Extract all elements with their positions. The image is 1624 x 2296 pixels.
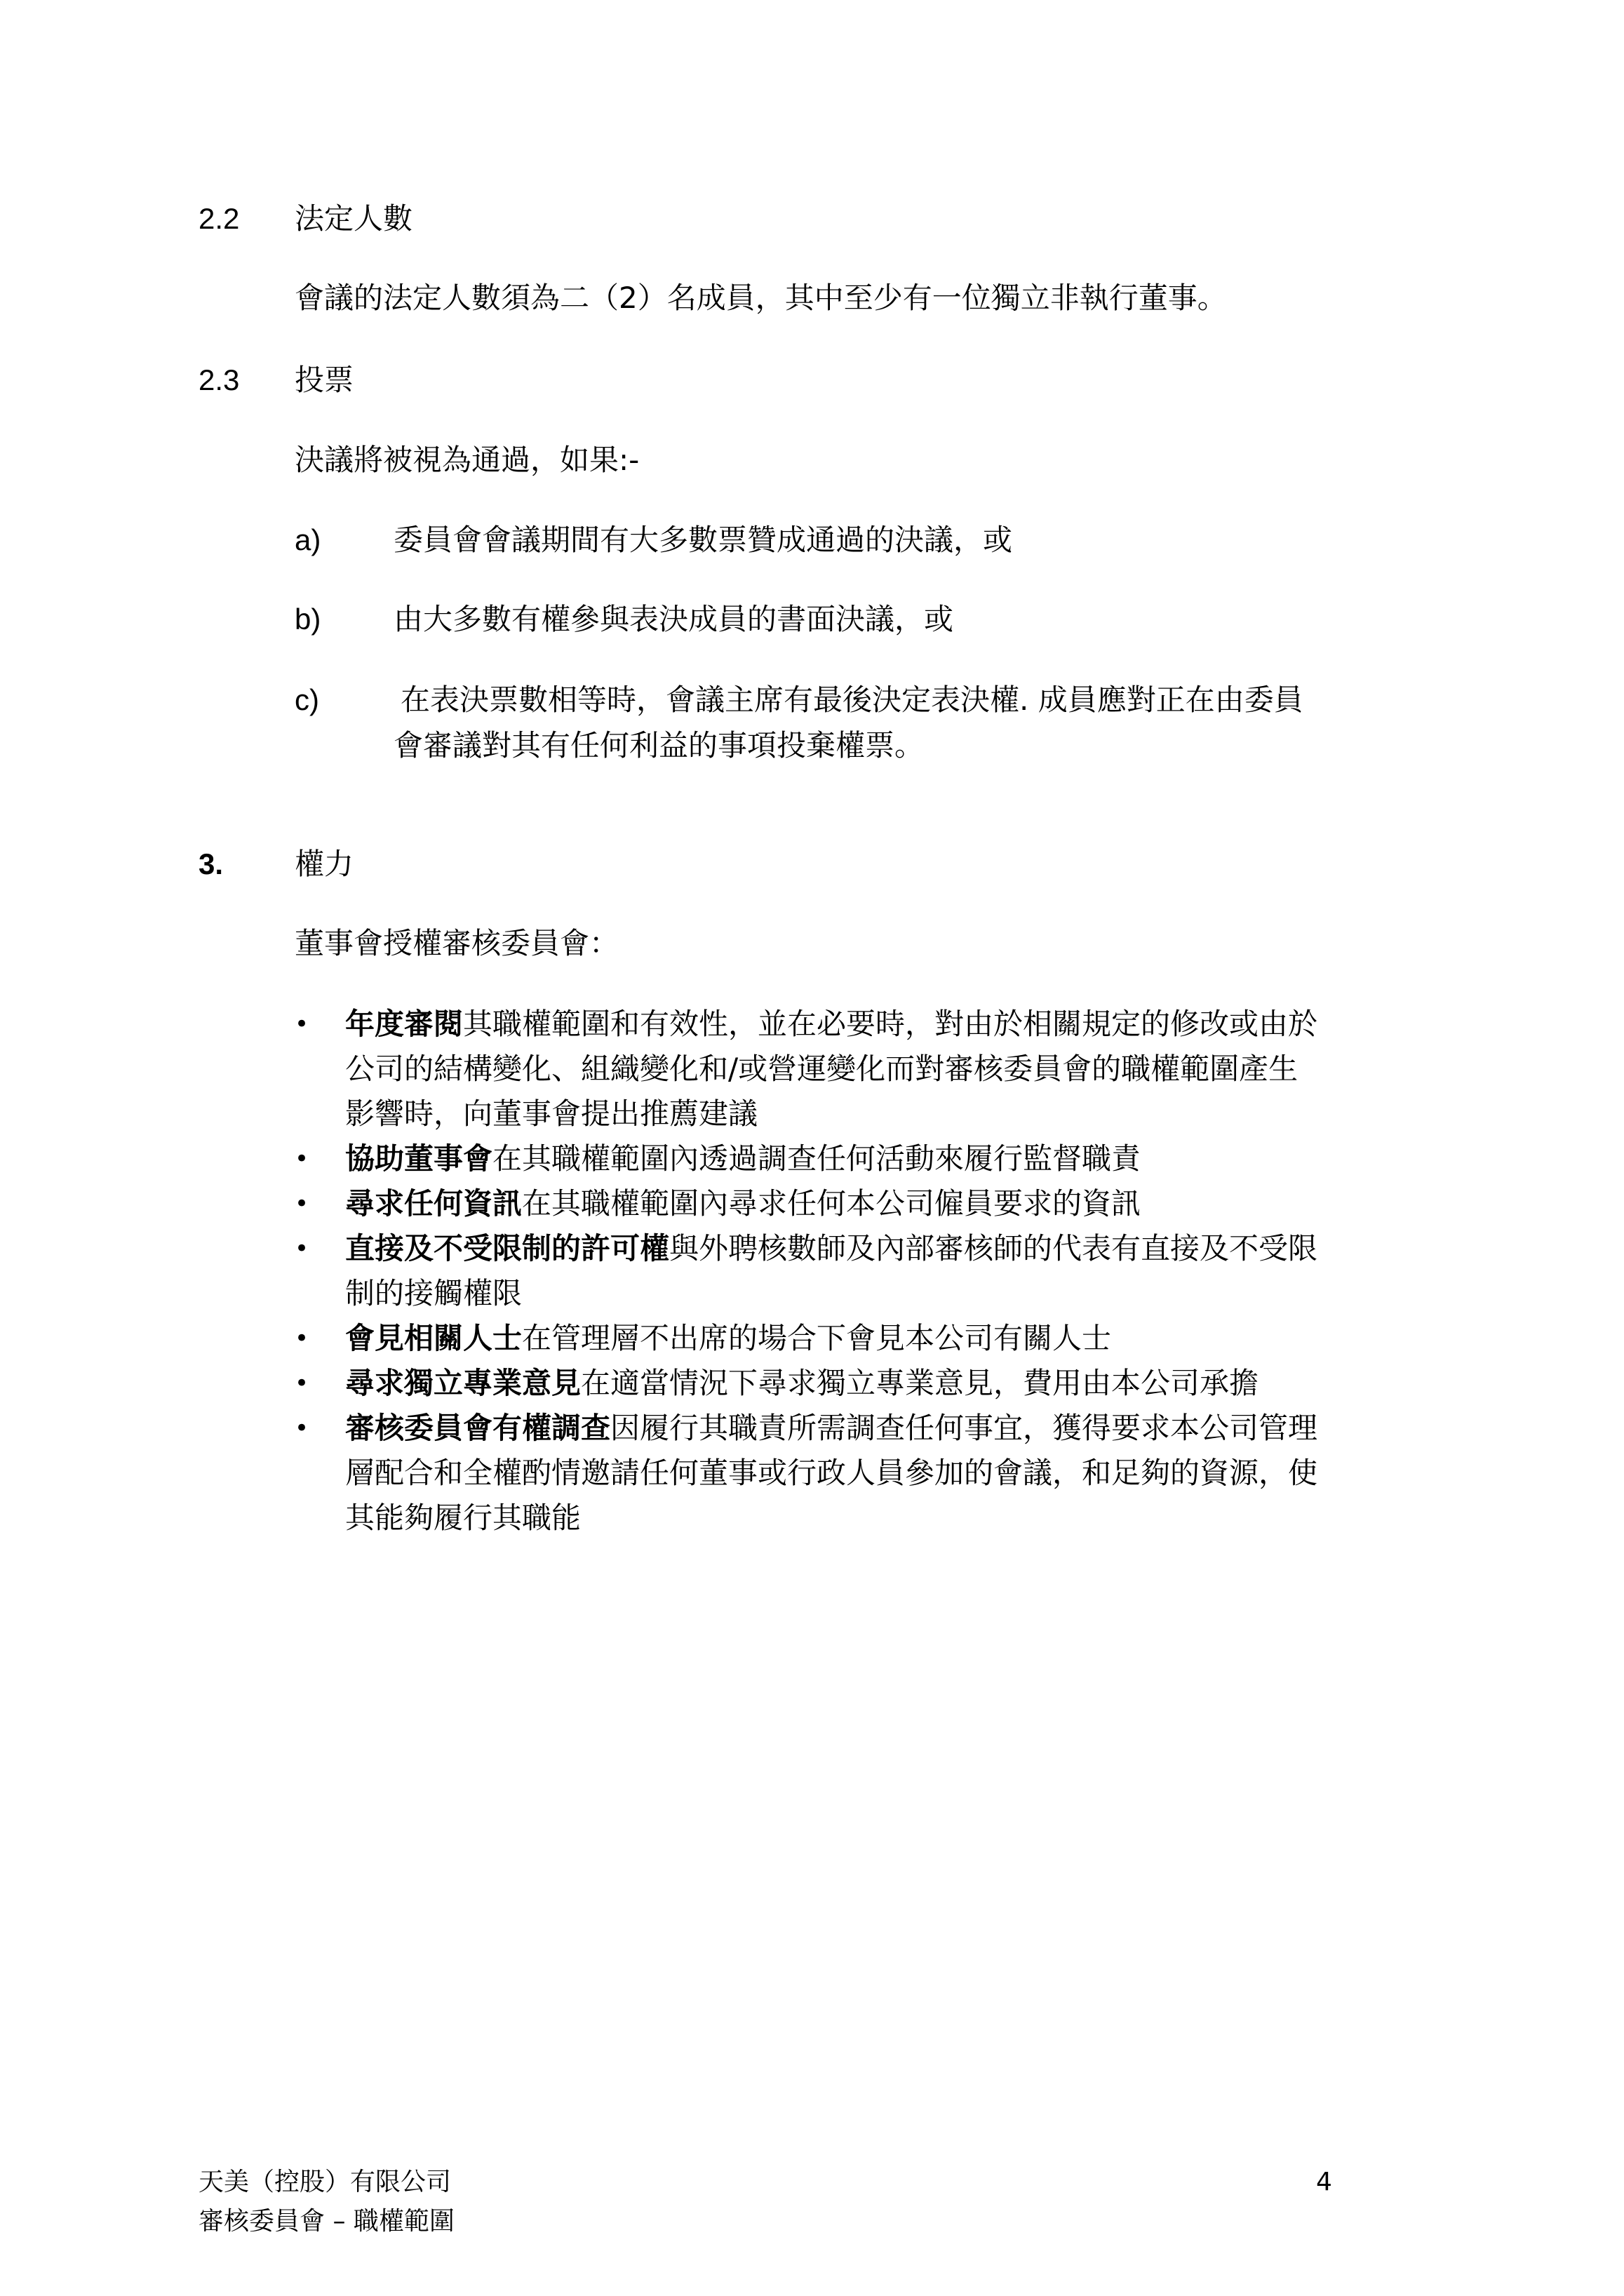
section-2-3-intro: 決議將被視為通過，如果:- bbox=[295, 443, 640, 477]
list-item-text: 委員會會議期間有大多數票贊成通過的決議，或 bbox=[394, 523, 1013, 557]
bullet-text: 層配合和全權酌情邀請任何董事或行政人員參加的會議，和足夠的資源，使 bbox=[345, 1456, 1318, 1490]
section-2-3-number: 2.3 bbox=[199, 363, 240, 396]
page-number: 4 bbox=[1316, 2168, 1332, 2196]
list-item-text: 在表決票數相等時，會議主席有最後決定表決權. 成員應對正在由委員 bbox=[401, 683, 1303, 717]
bullet-text: 在適當情況下尋求獨立專業意見，費用由本公司承擔 bbox=[581, 1366, 1259, 1400]
bullet-text: 與外聘核數師及內部審核師的代表有直接及不受限 bbox=[669, 1231, 1318, 1266]
bullet-icon: • bbox=[295, 1010, 309, 1038]
bullet-item bbox=[345, 1183, 1141, 1225]
bullet-bold-lead: 審核委員會有權調查 bbox=[345, 1411, 611, 1445]
bullet-text: 在管理層不出席的場合下會見本公司有關人士 bbox=[522, 1321, 1112, 1355]
bullet-text: 在其職權範圍內透過調查任何活動來履行監督職責 bbox=[492, 1141, 1141, 1176]
section-3-intro: 董事會授權審核委員會： bbox=[295, 926, 619, 960]
bullet-bold-lead: 直接及不受限制的許可權 bbox=[345, 1231, 670, 1266]
list-item-text: 由大多數有權參與表決成員的書面決議，或 bbox=[394, 602, 954, 636]
bullet-bold-lead: 尋求獨立專業意見 bbox=[345, 1366, 582, 1400]
list-item-label: a) bbox=[295, 523, 321, 556]
bullet-item bbox=[345, 1228, 1317, 1270]
bullet-bold-lead: 會見相關人士 bbox=[345, 1321, 523, 1355]
bullet-text: 公司的結構變化、組織變化和/或營運變化而對審核委員會的職權範圍產生 bbox=[345, 1052, 1298, 1086]
footer-company: 天美（控股）有限公司 bbox=[199, 2168, 452, 2196]
list-item-text: 會審議對其有任何利益的事項投棄權票。 bbox=[394, 728, 925, 763]
section-2-2-number: 2.2 bbox=[199, 202, 240, 235]
bullet-icon: • bbox=[295, 1324, 309, 1352]
section-2-3-heading: 投票 bbox=[295, 363, 354, 397]
bullet-icon: • bbox=[295, 1190, 309, 1218]
bullet-item bbox=[345, 1003, 1317, 1045]
bullet-icon: • bbox=[295, 1235, 309, 1263]
bullet-text: 影響時，向董事會提出推薦建議 bbox=[345, 1096, 758, 1131]
bullet-text: 制的接觸權限 bbox=[345, 1276, 523, 1310]
bullet-item bbox=[345, 1362, 1259, 1404]
bullet-item bbox=[345, 1138, 1141, 1180]
footer-document-title: 審核委員會 – 職權範圍 bbox=[199, 2207, 455, 2236]
bullet-text: 在其職權範圍內尋求任何本公司僱員要求的資訊 bbox=[522, 1186, 1141, 1221]
bullet-text: 其職權範圍和有效性，並在必要時，對由於相關規定的修改或由於 bbox=[463, 1007, 1318, 1041]
bullet-icon: • bbox=[295, 1369, 309, 1397]
bullet-bold-lead: 協助董事會 bbox=[345, 1141, 493, 1176]
bullet-bold-lead: 年度審閱 bbox=[345, 1007, 464, 1041]
section-3-number: 3. bbox=[199, 847, 224, 880]
bullet-bold-lead: 尋求任何資訊 bbox=[345, 1186, 523, 1221]
bullet-text: 其能夠履行其職能 bbox=[345, 1501, 582, 1535]
section-2-2-heading: 法定人數 bbox=[295, 201, 413, 236]
list-item-label: c) bbox=[295, 683, 319, 716]
section-3-heading: 權力 bbox=[295, 847, 354, 881]
bullet-item bbox=[345, 1407, 1317, 1449]
bullet-icon: • bbox=[295, 1145, 309, 1173]
section-2-2-text: 會議的法定人數須為二（2）名成員，其中至少有一位獨立非執行董事。 bbox=[295, 281, 1227, 315]
list-item-label: b) bbox=[295, 603, 321, 636]
bullet-icon: • bbox=[295, 1414, 309, 1442]
bullet-item bbox=[345, 1317, 1111, 1360]
bullet-text: 因履行其職責所需調查任何事宜，獲得要求本公司管理 bbox=[610, 1411, 1318, 1445]
